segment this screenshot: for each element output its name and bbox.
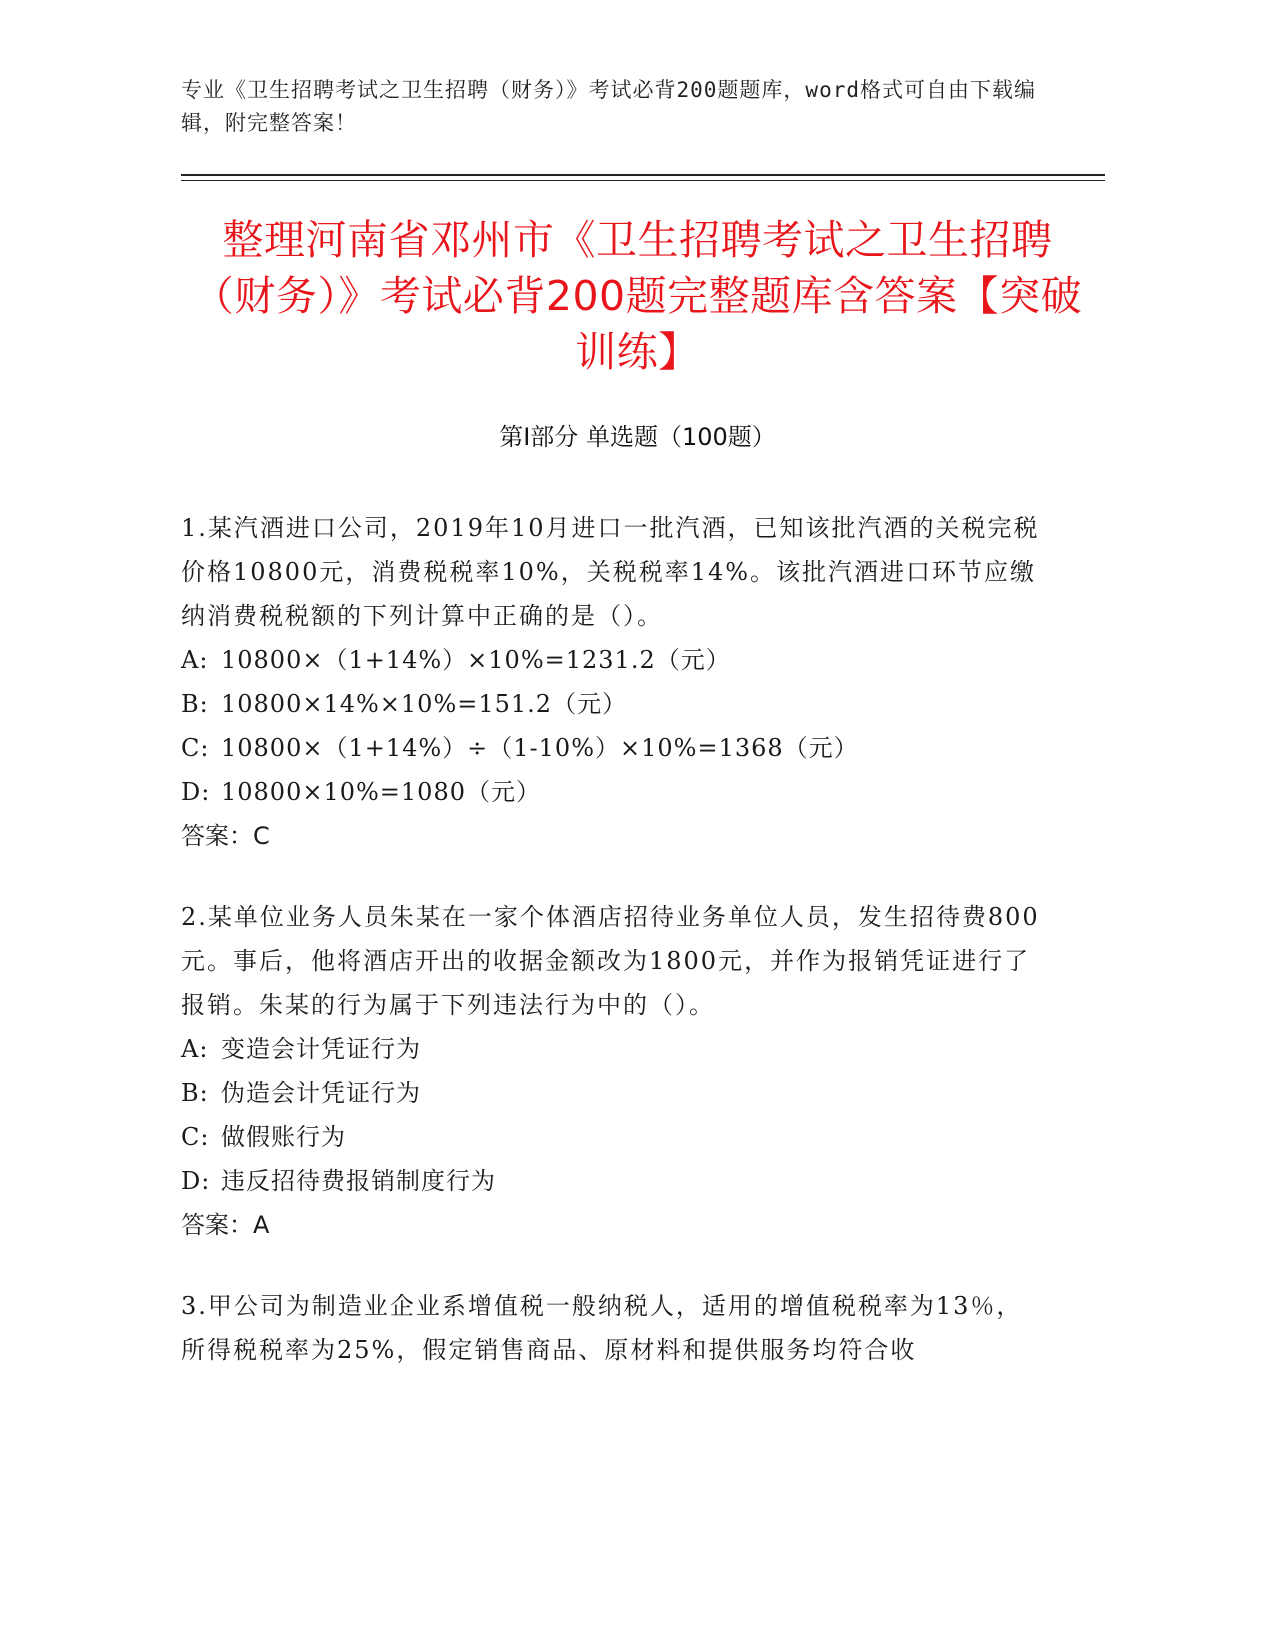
option-letter: A: xyxy=(181,646,209,674)
option-text: 10800×（1+14%）×10%=1231.2（元） xyxy=(221,646,731,674)
question-stem: 2.某单位业务人员朱某在一家个体酒店招待业务单位人员，发生招待费800元。事后，他将酒店开出的收据金额改为1800元，并作为报销凭证进行了报销。朱某的行为属于下列违法行为中的（）。 xyxy=(181,903,1040,1019)
option-text: 变造会计凭证行为 xyxy=(221,1035,421,1063)
question-3 xyxy=(181,1284,1041,1372)
question-list xyxy=(181,506,1041,1409)
question-stem: 1.某汽酒进口公司，2019年10月进口一批汽酒，已知该批汽酒的关税完税价格10800元，消费税税率10%，关税税率14%。该批汽酒进口环节应缴纳消费税税额的下列计算中正确的是（）。 xyxy=(181,514,1040,630)
question-stem: 3.甲公司为制造业企业系增值税一般纳税人，适用的增值税税率为13％，所得税税率为25%，假定销售商品、原材料和提供服务均符合收 xyxy=(181,1292,1023,1364)
option-a xyxy=(181,638,1041,682)
answer-line: 答案：A xyxy=(181,1211,270,1239)
option-text: 做假账行为 xyxy=(221,1123,346,1151)
question-2 xyxy=(181,895,1041,1247)
option-letter: C: xyxy=(181,1123,210,1151)
option-d xyxy=(181,1159,1041,1203)
option-text: 10800×（1+14%）÷（1-10%）×10%=1368（元） xyxy=(221,734,859,762)
answer-line: 答案：C xyxy=(181,822,270,850)
document-title: 整理河南省邓州市《卫生招聘考试之卫生招聘（财务）》考试必背200题完整题库含答案【突破训练】 xyxy=(192,216,1083,376)
option-letter: B: xyxy=(181,690,209,718)
option-b xyxy=(181,682,1041,726)
option-letter: B: xyxy=(181,1079,209,1107)
option-text: 10800×14%×10%=151.2（元） xyxy=(221,690,628,718)
option-letter: D: xyxy=(181,778,211,806)
option-letter: A: xyxy=(181,1035,209,1063)
option-text: 违反招待费报销制度行为 xyxy=(221,1167,496,1195)
option-text: 10800×10%=1080（元） xyxy=(221,778,541,806)
question-1 xyxy=(181,506,1041,858)
option-letter: C: xyxy=(181,734,210,762)
option-letter: D: xyxy=(181,1167,211,1195)
option-a xyxy=(181,1027,1041,1071)
option-c xyxy=(181,1115,1041,1159)
header-divider-thick xyxy=(181,174,1105,176)
header-divider-thin xyxy=(181,180,1105,181)
header-note: 专业《卫生招聘考试之卫生招聘（财务）》考试必背200题题库，word格式可自由下载编辑，附完整答案！ xyxy=(181,78,1036,135)
option-text: 伪造会计凭证行为 xyxy=(221,1079,421,1107)
option-c xyxy=(181,726,1041,770)
option-d xyxy=(181,770,1041,814)
section-heading: 第Ⅰ部分 单选题（100题） xyxy=(499,423,776,451)
option-b xyxy=(181,1071,1041,1115)
